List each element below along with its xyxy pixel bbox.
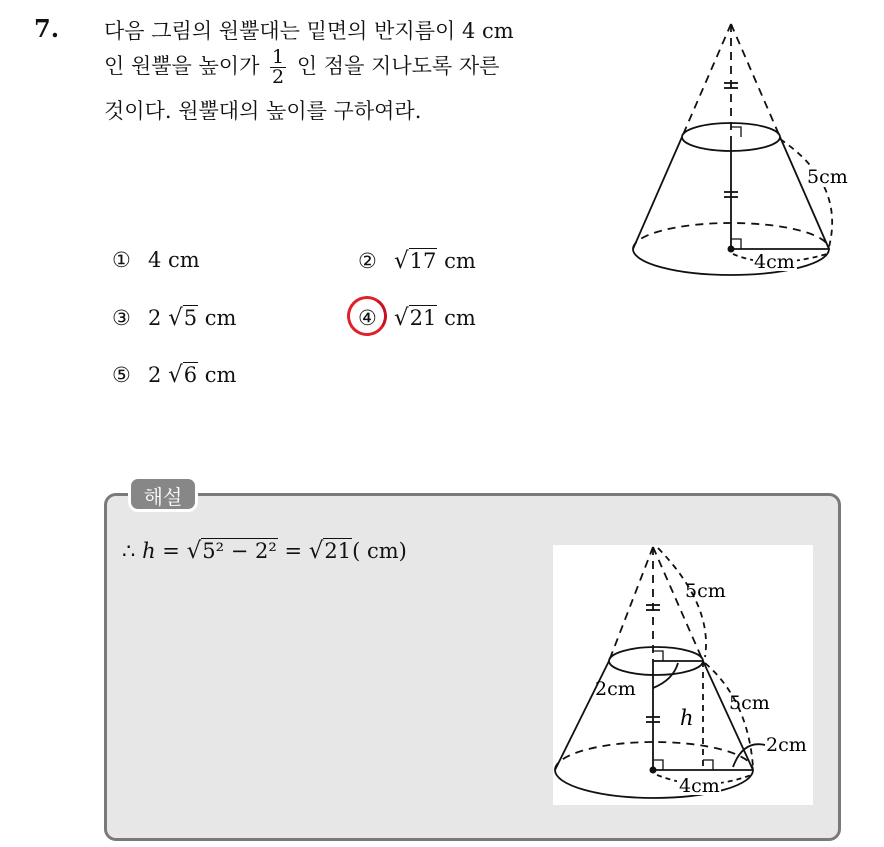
solution-result-unit: ( cm): [352, 539, 407, 563]
frustum-figure: [620, 18, 870, 293]
choice-3[interactable]: [112, 305, 236, 331]
question-line-2b: 인 점을 지나도록 자른: [296, 54, 500, 78]
choice-3-radicand: 5: [183, 306, 198, 330]
question-line-1: 다음 그림의 원뿔대는 밑면의 반지름이 4 cm: [104, 19, 514, 43]
choice-2-radicand: 17: [409, 249, 437, 273]
right-angle-top: [731, 127, 741, 137]
solution-var: h: [142, 539, 156, 563]
choice-4-radicand: 21: [409, 306, 437, 330]
solution-result-sqrt: √21: [308, 538, 352, 564]
solution-figure: [553, 545, 813, 805]
solution-figure-bg: [553, 545, 813, 805]
choice-2-sqrt: √17: [394, 248, 437, 274]
sol-top-radius-label: 2cm: [595, 678, 636, 700]
sol-height-var: h: [680, 706, 694, 730]
choice-5-unit: cm: [204, 363, 237, 387]
choice-5-coef: 2: [148, 363, 162, 387]
choice-3-coef: 2: [148, 306, 162, 330]
sol-bottom-part-label: 2cm: [766, 734, 807, 756]
fraction-numerator: 1: [272, 46, 285, 68]
choice-3-unit: cm: [204, 306, 237, 330]
bottom-ellipse-front: [633, 249, 829, 275]
cone-dashed-right: [731, 24, 780, 137]
sol-bottom-radius-label: 4cm: [679, 775, 720, 797]
choice-5[interactable]: [112, 362, 236, 388]
question-number: 7.: [34, 14, 60, 43]
question-line-2a: 인 원뿔을 높이가: [104, 54, 260, 78]
solution-equation: [122, 538, 407, 564]
choice-3-mark: ③: [112, 306, 131, 330]
sol-center-dot: [650, 767, 657, 774]
choice-4-unit: cm: [444, 306, 476, 330]
slant-label: 5cm: [807, 166, 848, 188]
question-line-2: [104, 48, 499, 87]
equals-2: =: [284, 539, 303, 563]
fraction-denominator: 2: [272, 66, 285, 88]
choice-4-mark: ④: [358, 306, 377, 330]
choice-2[interactable]: [358, 248, 476, 274]
frustum-right-side: [780, 137, 829, 249]
choice-1-mark: ①: [112, 248, 131, 272]
choice-5-radicand: 6: [183, 363, 198, 387]
choice-2-mark: ②: [358, 249, 377, 273]
choice-3-sqrt: √5: [168, 305, 198, 331]
question-line-3: 것이다. 원뿔대의 높이를 구하여라.: [104, 99, 422, 123]
equals-1: =: [162, 539, 180, 563]
solution-result-radicand: 21: [324, 539, 352, 563]
solution-tag: 해설: [128, 476, 198, 512]
choice-1[interactable]: [112, 248, 200, 272]
answer-circle-mark: [343, 292, 390, 339]
bottom-center-dot: [728, 246, 735, 253]
sol-top-slant-label: 5cm: [685, 580, 726, 602]
solution-sqrt-expr: √5² − 2²: [186, 538, 277, 564]
choice-1-value: 4 cm: [148, 248, 200, 272]
choice-5-mark: ⑤: [112, 363, 131, 387]
choice-4-sqrt: √21: [394, 305, 437, 331]
solution-expr: 5² − 2²: [202, 539, 277, 563]
choice-5-sqrt: √6: [168, 362, 198, 388]
radius-label: 4cm: [754, 251, 795, 273]
cone-dashed-left: [682, 24, 731, 137]
fraction-one-half: [270, 48, 286, 87]
sol-slant-label: 5cm: [729, 692, 770, 714]
therefore-symbol: ∴: [122, 539, 136, 563]
choice-2-unit: cm: [444, 249, 476, 273]
